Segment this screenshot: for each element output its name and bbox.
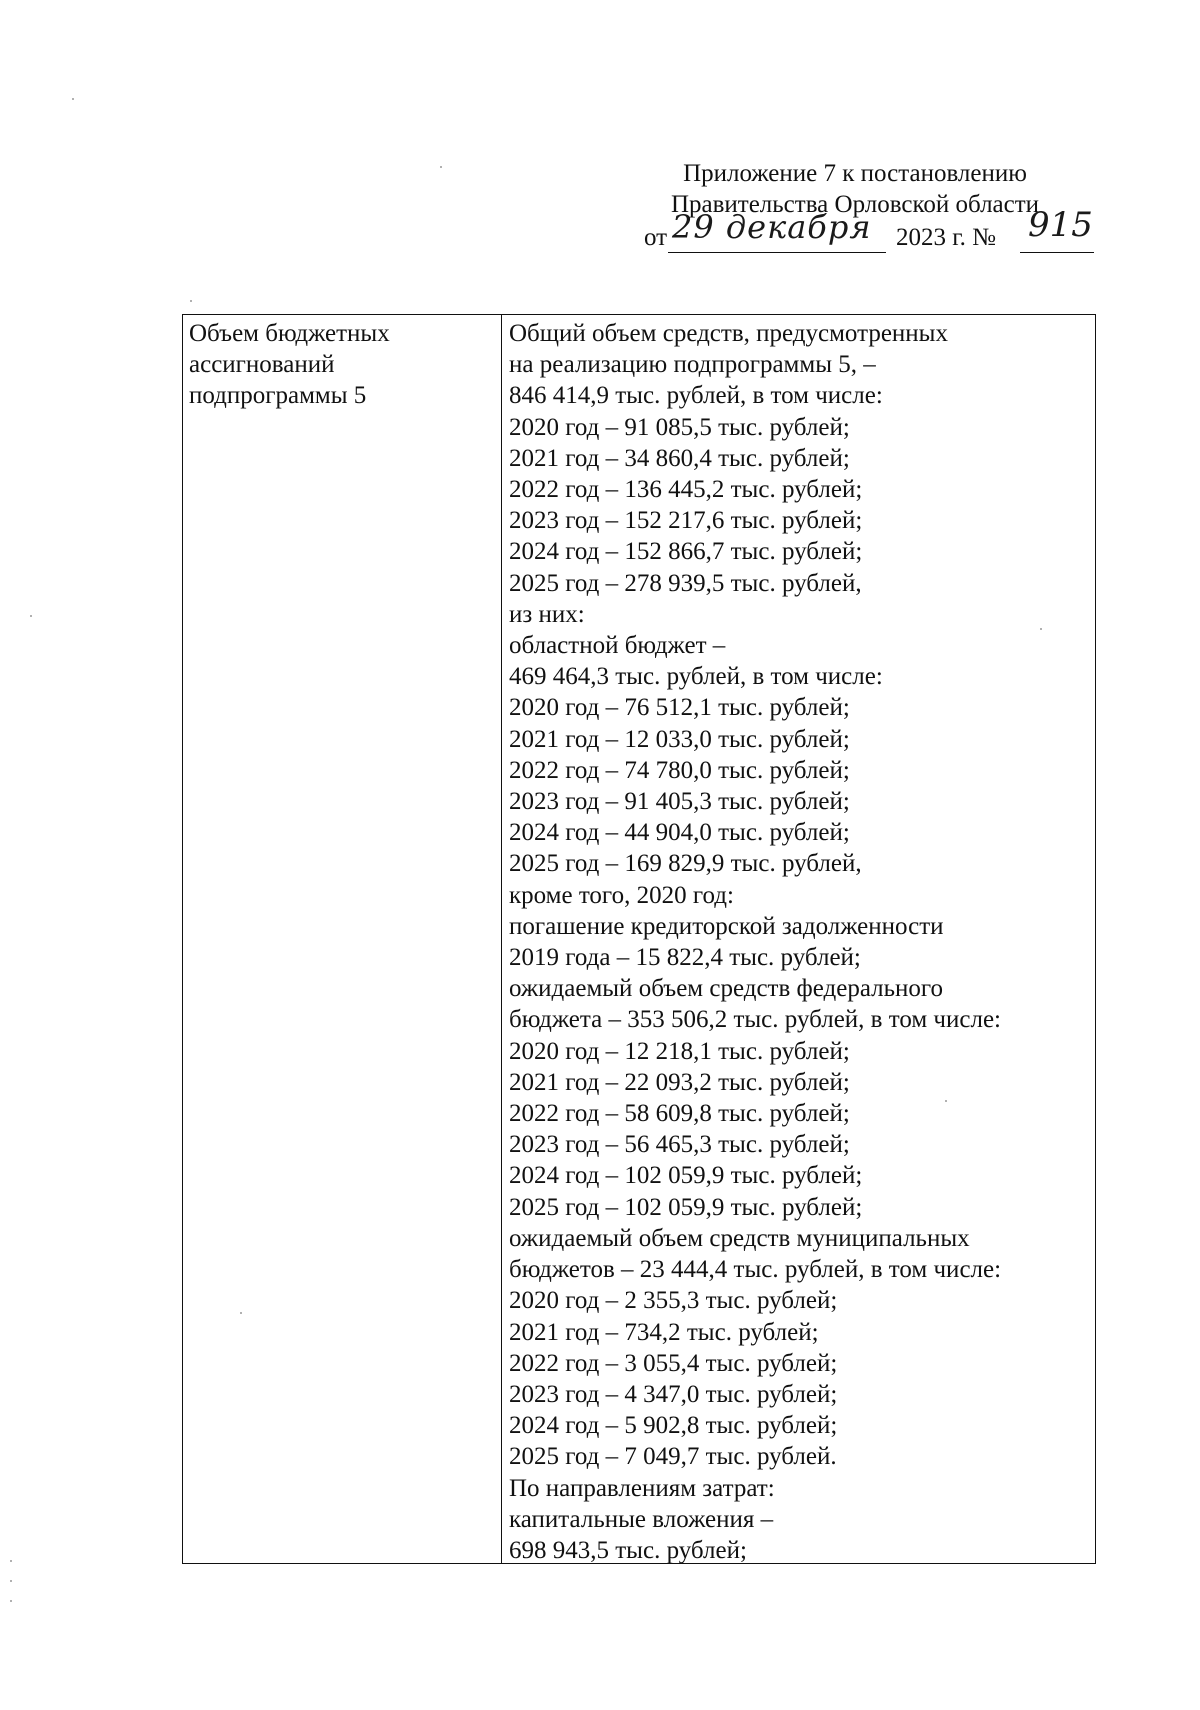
right-cell-line: 2023 год – 56 465,3 тыс. рублей; xyxy=(509,1131,850,1159)
scan-speck xyxy=(440,166,442,168)
right-cell-line: капитальные вложения – xyxy=(509,1505,774,1533)
right-cell-line: 2025 год – 102 059,9 тыс. рублей; xyxy=(509,1193,863,1221)
scan-speck xyxy=(10,1600,12,1602)
right-cell-line: 2022 год – 3 055,4 тыс. рублей; xyxy=(509,1349,838,1377)
number-underline xyxy=(1020,252,1094,253)
right-cell-line: 2023 год – 152 217,6 тыс. рублей; xyxy=(509,507,863,535)
right-cell-line: 2023 год – 91 405,3 тыс. рублей; xyxy=(509,788,850,816)
right-cell-line: 2022 год – 74 780,0 тыс. рублей; xyxy=(509,756,850,784)
appendix-header xyxy=(620,158,1093,256)
table-left-cell xyxy=(189,318,489,411)
right-cell-line: 846 414,9 тыс. рублей, в том числе: xyxy=(509,382,883,410)
scan-speck xyxy=(10,1560,12,1562)
left-cell-line: подпрограммы 5 xyxy=(189,382,367,409)
handwritten-date: 29 декабря xyxy=(672,208,872,246)
budget-table xyxy=(182,314,1096,1564)
right-cell-line: бюджетов – 23 444,4 тыс. рублей, в том числе: xyxy=(509,1256,1002,1284)
right-cell-line: 2025 год – 7 049,7 тыс. рублей. xyxy=(509,1443,837,1471)
header-date-line xyxy=(628,205,1093,256)
scan-speck xyxy=(190,300,192,302)
right-cell-line: погашение кредиторской задолженности xyxy=(509,912,944,940)
right-cell-line: 2021 год – 734,2 тыс. рублей; xyxy=(509,1318,819,1346)
right-cell-line: 2024 год – 44 904,0 тыс. рублей; xyxy=(509,819,850,847)
right-cell-line: 2020 год – 2 355,3 тыс. рублей; xyxy=(509,1287,838,1315)
scan-speck xyxy=(72,98,74,100)
right-cell-line: областной бюджет – xyxy=(509,632,726,660)
right-cell-line: 2025 год – 278 939,5 тыс. рублей, xyxy=(509,569,862,597)
right-cell-line: 2020 год – 12 218,1 тыс. рублей; xyxy=(509,1037,850,1065)
scan-speck xyxy=(1040,628,1042,630)
right-cell-line: 2022 год – 136 445,2 тыс. рублей; xyxy=(509,476,863,504)
scan-speck xyxy=(945,1100,947,1102)
scan-speck xyxy=(10,1580,12,1582)
header-line-2: Правительства Орловской области xyxy=(670,191,1040,218)
right-cell-line: 2023 год – 4 347,0 тыс. рублей; xyxy=(509,1380,838,1408)
right-cell-line: 698 943,5 тыс. рублей; xyxy=(509,1536,747,1564)
right-cell-line: кроме того, 2020 год: xyxy=(509,881,734,909)
date-underline xyxy=(668,252,886,253)
right-cell-line: 2021 год – 12 033,0 тыс. рублей; xyxy=(509,725,850,753)
right-cell-line: ожидаемый объем средств муниципальных xyxy=(509,1224,970,1252)
scan-speck xyxy=(30,615,32,617)
date-prefix: от xyxy=(644,224,668,251)
right-cell-line: 2024 год – 152 866,7 тыс. рублей; xyxy=(509,538,863,566)
scan-speck xyxy=(240,1312,242,1314)
right-cell-line: По направлениям затрат: xyxy=(509,1474,775,1502)
table-right-cell xyxy=(509,318,1089,1566)
column-divider xyxy=(501,315,502,1563)
right-cell-line: 2024 год – 102 059,9 тыс. рублей; xyxy=(509,1162,863,1190)
right-cell-line: из них: xyxy=(509,600,585,628)
year-suffix: 2023 г. № xyxy=(896,224,997,251)
header-line-1: Приложение 7 к постановлению xyxy=(683,160,1027,187)
right-cell-line: 2020 год – 91 085,5 тыс. рублей; xyxy=(509,413,850,441)
right-cell-line: 2020 год – 76 512,1 тыс. рублей; xyxy=(509,694,850,722)
right-cell-line: бюджета – 353 506,2 тыс. рублей, в том числе: xyxy=(509,1006,1001,1034)
right-cell-line: 469 464,3 тыс. рублей, в том числе: xyxy=(509,663,883,691)
right-cell-line: 2021 год – 34 860,4 тыс. рублей; xyxy=(509,444,850,472)
left-cell-line: ассигнований xyxy=(189,351,335,378)
handwritten-number: 915 xyxy=(1028,205,1093,245)
right-cell-line: на реализацию подпрограммы 5, – xyxy=(509,351,876,379)
left-cell-line: Объем бюджетных xyxy=(189,320,390,347)
right-cell-line: 2019 года – 15 822,4 тыс. рублей; xyxy=(509,944,861,972)
right-cell-line: 2024 год – 5 902,8 тыс. рублей; xyxy=(509,1412,838,1440)
right-cell-line: 2022 год – 58 609,8 тыс. рублей; xyxy=(509,1100,850,1128)
right-cell-line: ожидаемый объем средств федерального xyxy=(509,975,944,1003)
right-cell-line: Общий объем средств, предусмотренных xyxy=(509,320,948,347)
right-cell-line: 2021 год – 22 093,2 тыс. рублей; xyxy=(509,1068,850,1096)
right-cell-line: 2025 год – 169 829,9 тыс. рублей, xyxy=(509,850,862,878)
